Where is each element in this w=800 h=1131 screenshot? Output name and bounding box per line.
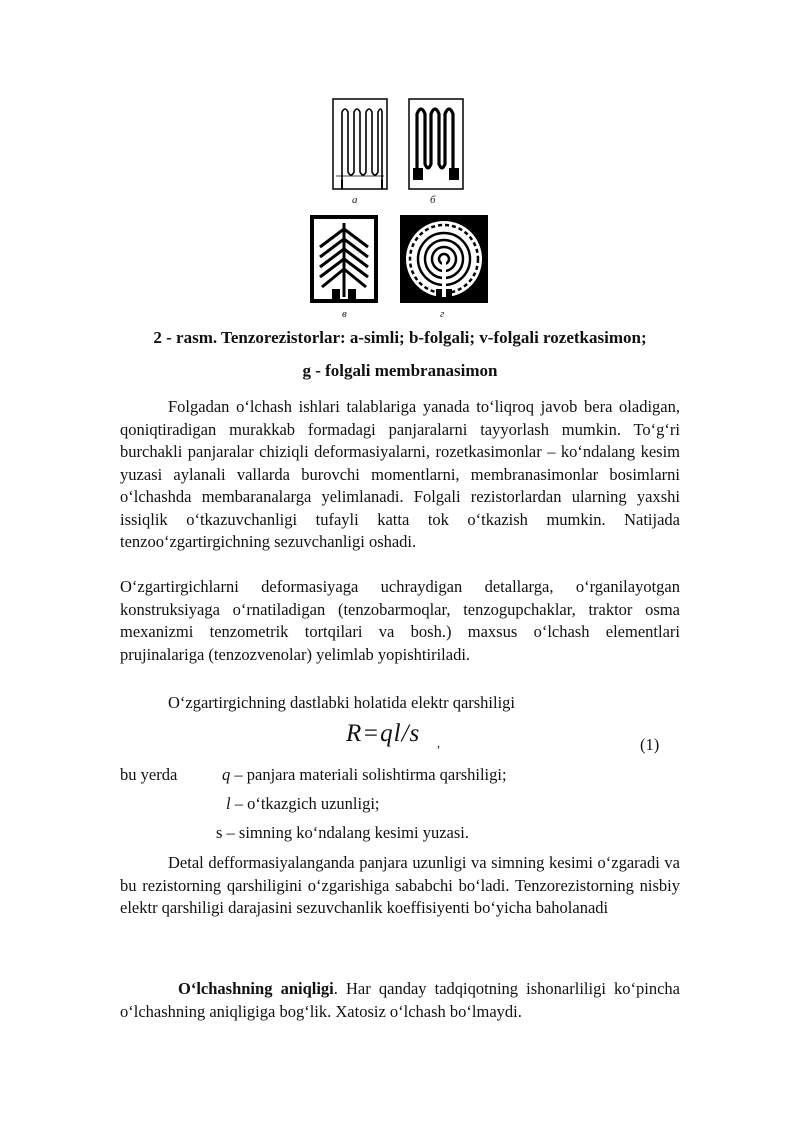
paragraph-measurement-accuracy <box>120 978 680 1023</box>
figure-label-g: г <box>440 308 445 320</box>
definition-l-text: – o‘tkazgich uzunligi; <box>230 794 380 813</box>
paragraph-accuracy-text: . Har qanday tadqiqotning ishonarliligi ko‘pincha o‘lchashning aniqligiga bog‘lik. Xatosiz o‘lchash bo‘lmaydi. <box>120 979 681 1021</box>
paragraph-gauge-mounting: O‘zgartirgichlarni deformasiyaga uchraydigan detallarga, o‘rganilayotgan konstruksiyaga o‘rnatiladigan (tenzobarmoqlar, tenzogupchaklar, traktor osma mexanizmi tenzometrik tortqilari va bosh.) maxsus o‘lchash elementlari prujinalariga (tenzozvenolar) yelimlab yopishtiriladi. <box>120 577 680 664</box>
figure-caption-line-1: 2 - rasm. Tenzorezistorlar: a-simli; b-folgali; v-folgali rozetkasimon; <box>153 328 647 347</box>
definition-l <box>226 794 380 814</box>
definitions-lead: bu yerda <box>120 765 178 784</box>
wire-gauge-drawing <box>332 98 388 190</box>
formula-comma: , <box>437 736 440 750</box>
symbol-q: q <box>222 765 231 784</box>
foil-gauge-drawing <box>408 98 464 190</box>
definition-s: s – simning ko‘ndalang kesimi yuzasi. <box>216 823 469 842</box>
definition-q <box>222 765 507 785</box>
paragraph-deformation: Detal defformasiyalanganda panjara uzunligi va simning kesimi o‘zgaradi va bu rezistorning qarshiligini o‘zgarishiga sababchi bo‘ladi. Tenzorezistorning nisbiy elektr qarshiligi darajasini sezuvchanlik koeffisiyenti bo‘yicha baholanadi <box>120 853 680 917</box>
equation-number: (1) <box>640 735 660 754</box>
symbol-l: l <box>226 794 231 813</box>
definition-q-text: – panjara materiali solishtirma qarshiligi; <box>230 765 507 784</box>
rosette-gauge-drawing <box>310 215 378 303</box>
section-heading-accuracy: O‘lchashning aniqligi <box>178 979 334 998</box>
tenzoresistor-figure <box>300 90 500 320</box>
paragraph-foil-advantages: Folgadan o‘lchash ishlari talablariga yanada to‘liqroq javob bera oladigan, qoniqtiradigan murakkab formadagi panjaralarni tayyorlash mumkin. To‘g‘ri burchakli panjaralar chiziqli deformasiyalarni, rozetkasimonlar – ko‘ndalang kesim yuzasi aylanali vallarda burovchi momentlarni, membranasimonlar bosimlarni o‘lchashda membaranalarga yelimlanadi. Folgali rezistorlardan ularning yaxshi issiqlik o‘tkazuvchanligi tufayli katta tok o‘tkazish mumkin. Natijada tenzoo‘zgartirgichning sezuvchanligi oshadi. <box>120 397 680 551</box>
figure-caption-line-2: g - folgali membranasimon <box>302 361 498 380</box>
membrane-gauge-drawing <box>400 215 488 303</box>
figure-label-v: в <box>342 308 347 320</box>
resistance-formula: R=ql/s <box>346 720 421 747</box>
paragraph-initial-resistance: O‘zgartirgichning dastlabki holatida elektr qarshiligi <box>168 693 516 712</box>
figure-label-a: а <box>352 194 358 206</box>
figure-label-b: б <box>430 194 436 206</box>
